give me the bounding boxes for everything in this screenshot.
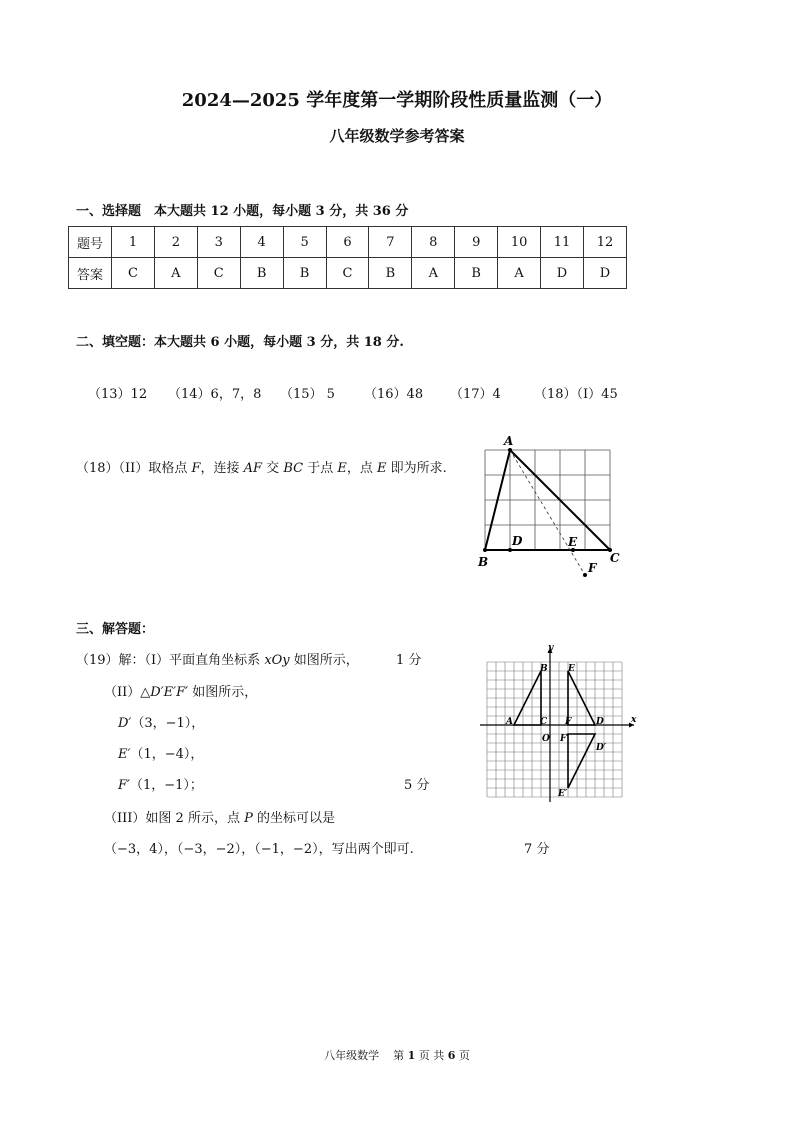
math-var: D′ [118, 716, 132, 731]
label-f: F [588, 561, 597, 575]
text-segment: 于点 [303, 461, 338, 476]
footer-text: 页 共 [418, 1049, 445, 1062]
math-var: E′ [118, 747, 131, 762]
coord-e [118, 743, 203, 762]
label-d: D [512, 534, 523, 548]
text-segment: 如图所示， [188, 685, 258, 700]
table-cell: 5 [283, 227, 326, 258]
q19-line7: （−3，4），（−3，−2），（−1，−2），写出两个即可. [104, 842, 414, 857]
label-a: A [506, 717, 513, 727]
coordinate-grid-figure [478, 640, 640, 802]
math-var: △D′E′F′ [140, 685, 189, 700]
fill-answer: （14）6，7，8 [168, 387, 262, 402]
table-cell: 1 [112, 227, 155, 258]
text-segment: （1，−1）； [129, 778, 203, 793]
page-subtitle: 八年级数学参考答案 [329, 127, 465, 145]
text-segment: （1，−4）， [130, 747, 204, 762]
q19-line6 [104, 807, 335, 826]
fill-answer: （18）（I）45 [534, 387, 618, 402]
label-f-prime: F′ [560, 734, 569, 744]
label-d: D [596, 717, 604, 727]
label-e: E [568, 535, 578, 549]
table-row [69, 227, 627, 258]
label-y: y [548, 643, 554, 653]
figure-grid [485, 450, 610, 550]
score-label: 1 分 [396, 653, 422, 668]
label-a: A [504, 434, 514, 448]
text-segment: （19）解：（I）平面直角坐标系 [76, 653, 265, 668]
table-row [69, 258, 627, 289]
point-a [508, 448, 512, 452]
fill-answer: （17）4 [450, 387, 501, 402]
point-f [583, 573, 587, 577]
text-segment: ，连接 [200, 461, 244, 476]
coord-f [118, 774, 203, 793]
math-var: xOy [264, 653, 290, 668]
fill-answer: （16）48 [364, 387, 424, 402]
table-cell: 8 [412, 227, 455, 258]
label-e: E [568, 664, 575, 674]
table-cell: B [455, 258, 498, 289]
q19-line2 [104, 681, 257, 700]
footer-text: 页 [458, 1049, 470, 1062]
table-cell: 10 [498, 227, 541, 258]
page-title: 2024—2025 学年度第一学期阶段性质量监测（一） [181, 90, 613, 111]
score-label: 5 分 [404, 778, 430, 793]
point-b [483, 548, 487, 552]
table-cell: C [197, 258, 240, 289]
page-number: 1 [407, 1049, 416, 1062]
fill-answer: （13）12 [88, 387, 148, 402]
label-c: C [610, 551, 620, 565]
row-label-answer: 答案 [69, 258, 112, 289]
q18-grid-figure [470, 430, 630, 580]
label-x: x [631, 715, 637, 725]
math-var: AF [243, 461, 263, 476]
table-cell: 7 [369, 227, 412, 258]
math-var: F′ [118, 778, 130, 793]
section3-heading: 三、解答题： [76, 622, 155, 637]
text-segment: （18）（II）取格点 [76, 461, 192, 476]
math-var: E [337, 461, 347, 476]
label-d-prime: D′ [596, 743, 607, 753]
point-d [508, 548, 512, 552]
table-cell: C [112, 258, 155, 289]
table-cell: C [326, 258, 369, 289]
label-b: B [478, 555, 489, 569]
section2-heading: 二、填空题：本大题共 6 小题，每小题 3 分，共 18 分. [76, 335, 404, 350]
section1-heading: 一、选择题 本大题共 12 小题，每小题 3 分，共 36 分 [76, 204, 409, 219]
table-cell: A [154, 258, 197, 289]
label-e-prime: E′ [558, 789, 568, 799]
math-var: F [191, 461, 201, 476]
footer-text: 第 [393, 1049, 405, 1062]
math-var: P [244, 811, 253, 826]
footer-subject: 八年级数学 [324, 1049, 380, 1062]
answer-table [68, 226, 627, 289]
math-var: E [376, 461, 387, 476]
q18-part2-answer [76, 457, 447, 476]
label-c: C [540, 717, 548, 727]
table-cell: 3 [197, 227, 240, 258]
coordinate-grid [487, 662, 622, 797]
table-cell: B [283, 258, 326, 289]
coord-d [118, 712, 204, 731]
row-label-number: 题号 [69, 227, 112, 258]
table-cell: D [583, 258, 626, 289]
text-segment: （3，−1）， [131, 716, 205, 731]
table-cell: 6 [326, 227, 369, 258]
text-segment: 如图所示， [289, 653, 359, 668]
table-cell: A [498, 258, 541, 289]
math-var: BC [283, 461, 304, 476]
score-label: 7 分 [524, 842, 550, 857]
page-footer [0, 1047, 794, 1063]
table-cell: D [541, 258, 584, 289]
label-f: F [565, 717, 572, 727]
label-b: B [540, 664, 548, 674]
page-total: 6 [447, 1049, 456, 1062]
text-segment: （III）如图 2 所示，点 [104, 811, 245, 826]
table-cell: B [369, 258, 412, 289]
text-segment: 交 [262, 461, 284, 476]
fill-answer: （15） 5 [280, 387, 335, 402]
text-segment: （II） [104, 685, 141, 700]
table-cell: B [240, 258, 283, 289]
text-segment: ，点 [346, 461, 377, 476]
table-cell: 11 [541, 227, 584, 258]
table-cell: A [412, 258, 455, 289]
table-cell: 9 [455, 227, 498, 258]
text-segment: 的坐标可以是 [252, 811, 335, 826]
table-cell: 4 [240, 227, 283, 258]
table-cell: 12 [583, 227, 626, 258]
text-segment: 即为所求. [386, 461, 447, 476]
q19-line1 [76, 649, 359, 668]
label-origin: O [542, 734, 550, 744]
table-cell: 2 [154, 227, 197, 258]
